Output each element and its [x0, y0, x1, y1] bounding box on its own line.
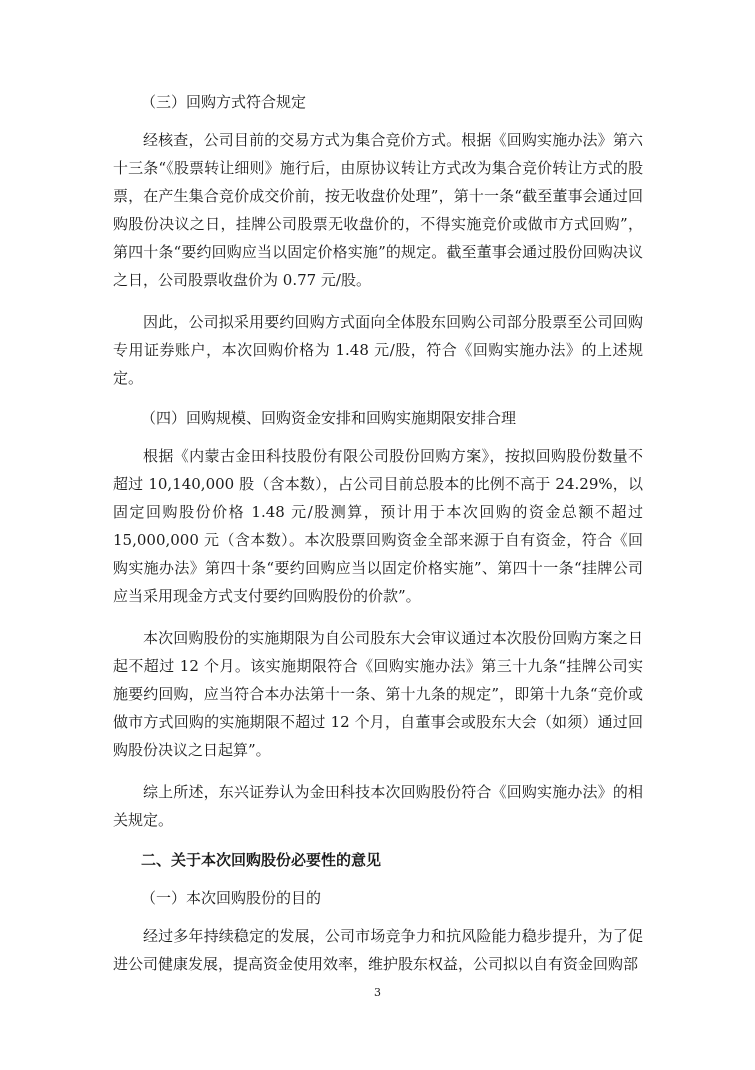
paragraph: 综上所述，东兴证券认为金田科技本次回购股份符合《回购实施办法》的相关规定。 [113, 783, 643, 829]
section-heading-2: 二、关于本次回购股份必要性的意见 [141, 851, 382, 869]
subsection-title-4: （四）回购规模、回购资金安排和回购实施期限安排合理 [141, 409, 517, 427]
paragraph: 因此，公司拟采用要约回购方式面向全体股东回购公司部分股票至公司回购专用证券账户，本次回购价格为 1.48 元/股，符合《回购实施办法》的上述规定。 [113, 313, 643, 387]
paragraph: 根据《内蒙古金田科技股份有限公司股份回购方案》，按拟回购股份数量不超过 10,140,000 股（含本数），占公司目前总股本的比例不高于 24.29%，以固定回购股份价格 1.48 元/股测算，预计用于本次回购的资金总额不超过 15,000,000 元（含本数）。本次股票回购资金全部来源于自有资金，符合《回购实施办法》第四十条“要约回购应当以固定价格实施”、第四十一条“挂牌公司应当采用现金方式支付要约回购股份的价款”。 [113, 447, 643, 605]
subsection-title-3: （三）回购方式符合规定 [141, 93, 307, 111]
paragraph: 经过多年持续稳定的发展，公司市场竞争力和抗风险能力稳步提升，为了促进公司健康发展，提高资金使用效率，维护股东权益，公司拟以自有资金回购部 [113, 927, 643, 973]
paragraph: 经核查，公司目前的交易方式为集合竞价方式。根据《回购实施办法》第六十三条“《股票转让细则》施行后，由原协议转让方式改为集合竞价转让方式的股票，在产生集合竞价成交价前，按无收盘价处理”，第十一条“截至董事会通过回购股份决议之日，挂牌公司股票无收盘价的，不得实施竞价或做市方式回购”，第四十条“要约回购应当以固定价格实施”的规定。截至董事会通过股份回购决议之日，公司股票收盘价为 0.77 元/股。 [113, 131, 643, 289]
subsection-title-1: （一）本次回购股份的目的 [141, 889, 322, 907]
page-number: 3 [374, 986, 381, 999]
document-body [113, 90, 643, 992]
paragraph: 本次回购股份的实施期限为自公司股东大会审议通过本次股份回购方案之日起不超过 12 个月。该实施期限符合《回购实施办法》第三十九条“挂牌公司实施要约回购，应当符合本办法第十一条、第十九条的规定”，即第十九条“竞价或做市方式回购的实施期限不超过 12 个月，自董事会或股东大会（如须）通过回购股份决议之日起算”。 [113, 629, 643, 759]
